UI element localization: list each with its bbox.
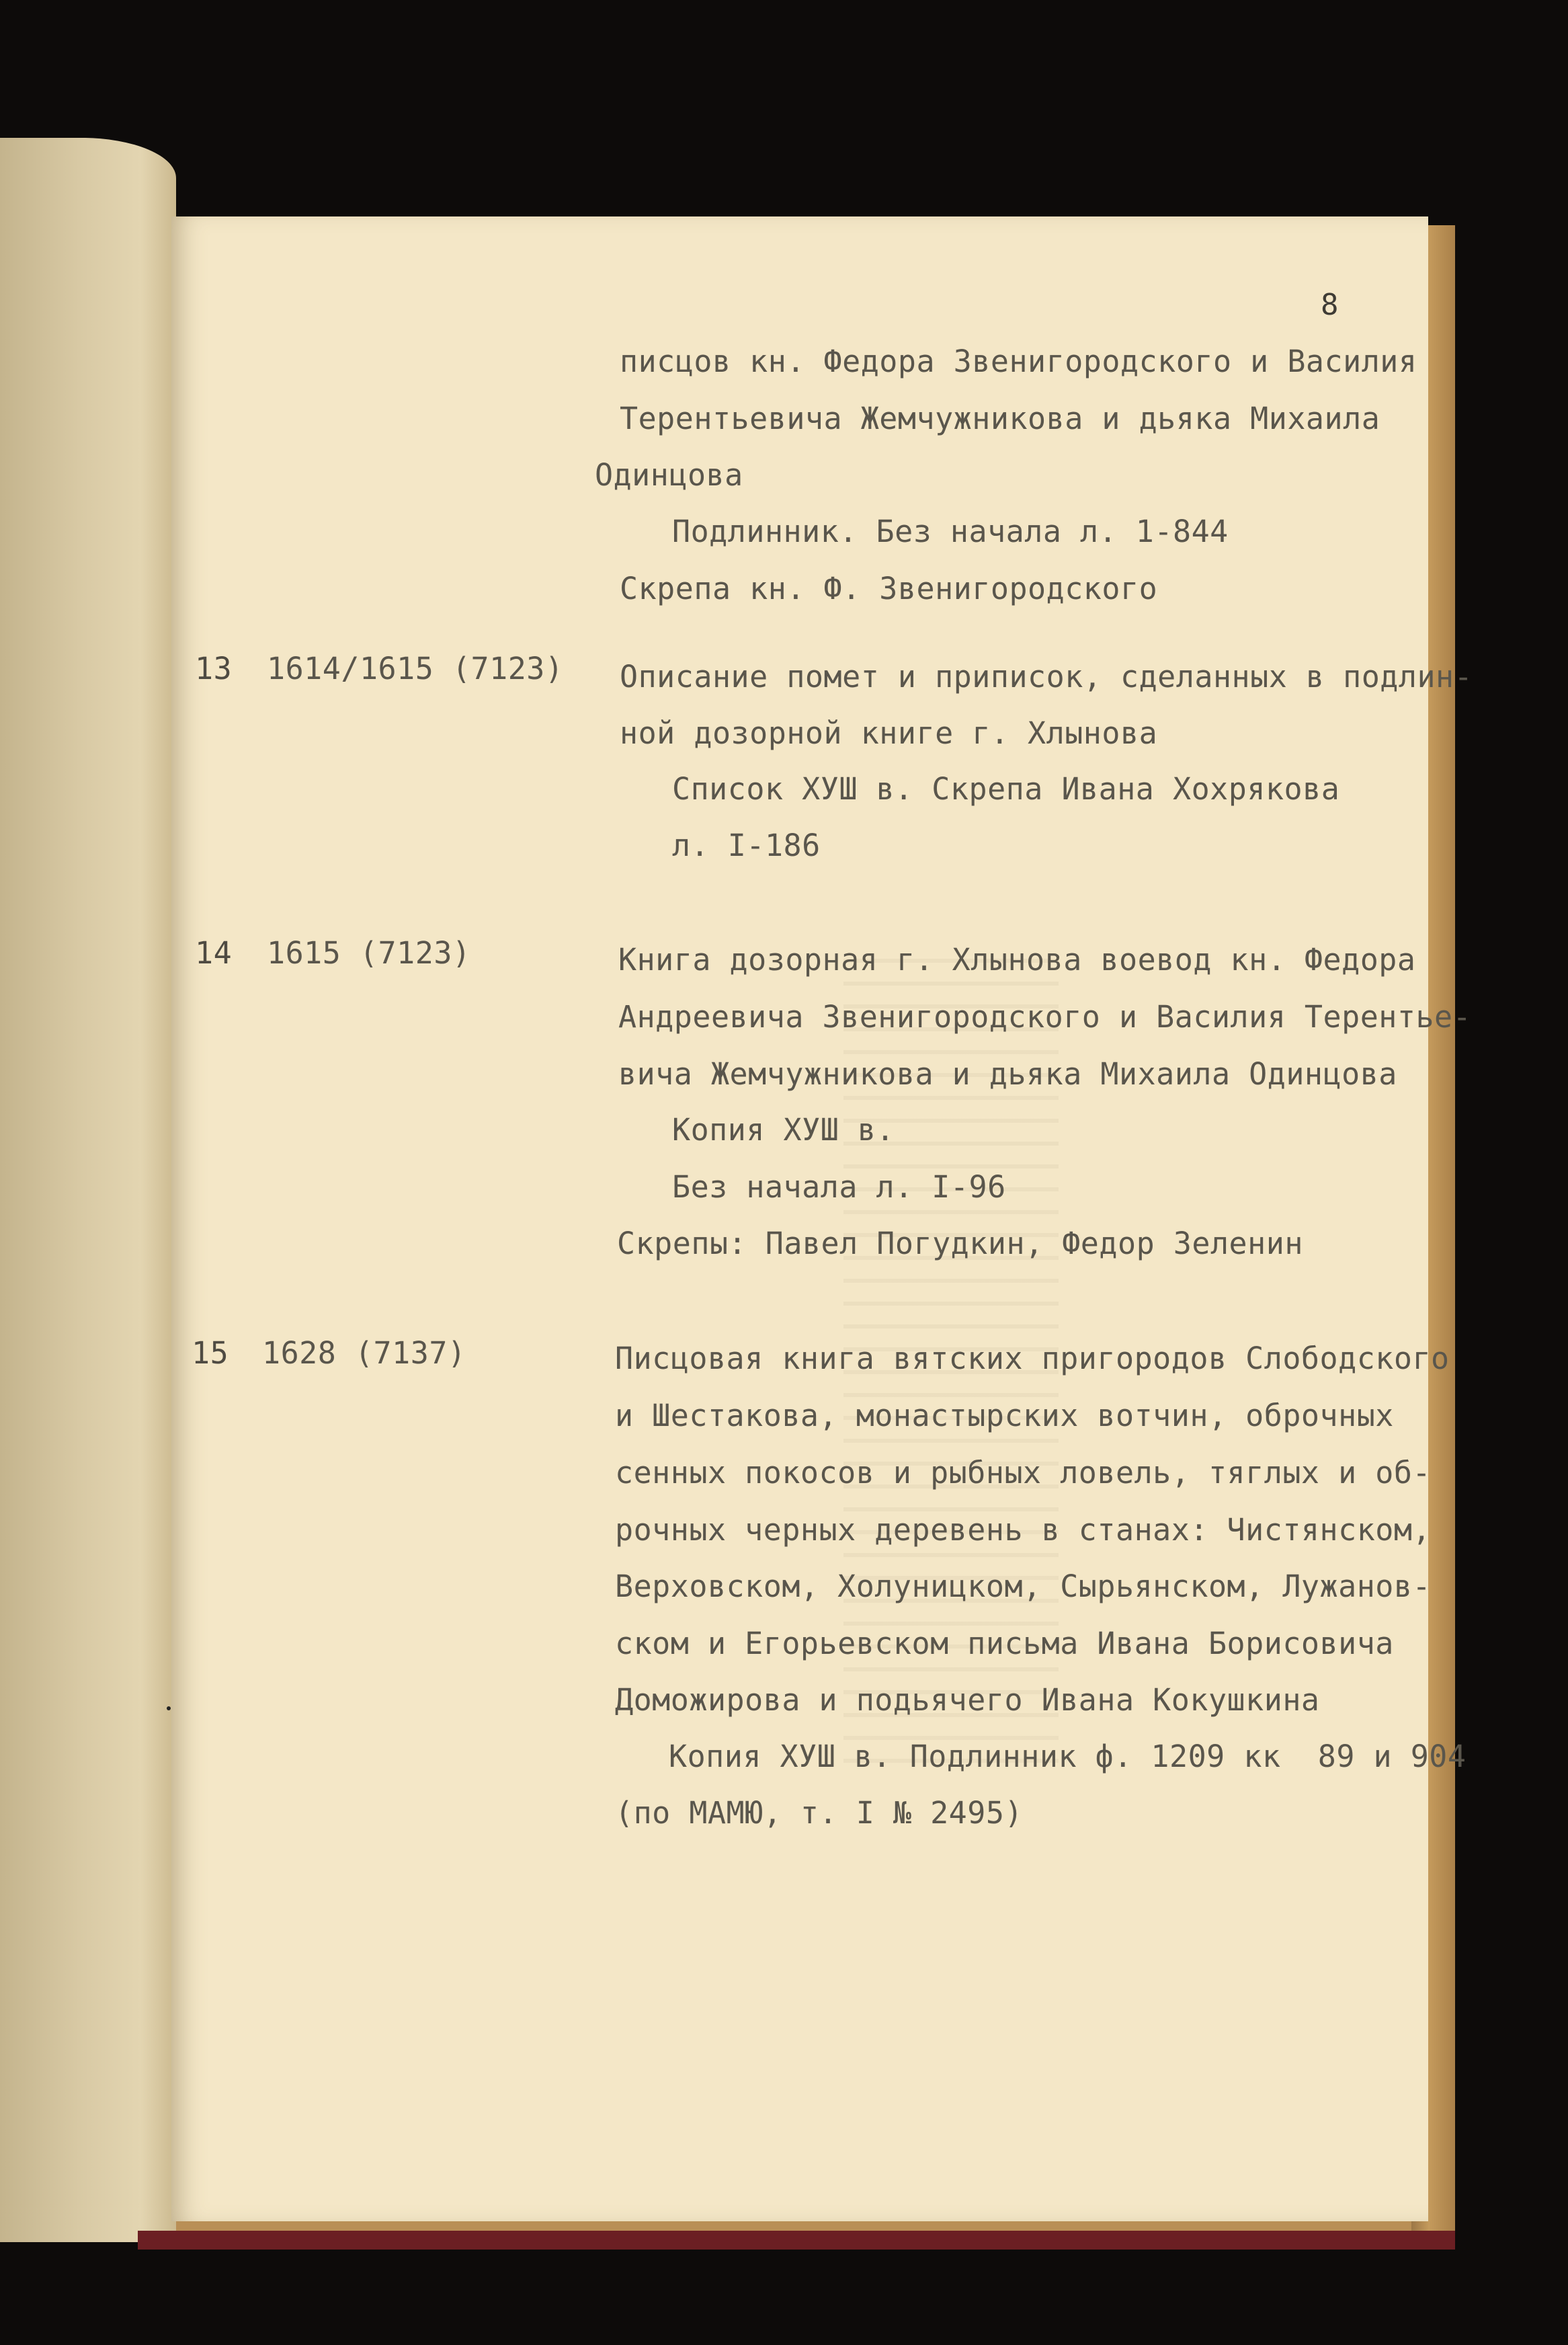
entry-date: 1614/1615 (7123) bbox=[267, 651, 564, 686]
entry-note: Копия ХУШ в. Подлинник ф. 1209 кк 89 и 904 bbox=[669, 1739, 1467, 1774]
entry-note: (по МАМЮ, т. I № 2495) bbox=[615, 1795, 1024, 1831]
entry-number: 14 bbox=[195, 935, 233, 971]
entry-title-line: и Шестакова, монастырских вотчин, оброчных bbox=[615, 1398, 1394, 1433]
entry-note: Список ХУШ в. Скрепа Ивана Хохрякова bbox=[672, 771, 1340, 807]
entry-date: 1615 (7123) bbox=[267, 935, 471, 971]
continuation-note: Подлинник. Без начала л. 1-844 bbox=[672, 514, 1229, 549]
entry-tail: Скрепы: Павел Погудкин, Федор Зеленин bbox=[617, 1226, 1303, 1261]
entry-note: Без начала л. I-96 bbox=[672, 1169, 1006, 1205]
entry-title-line: ском и Егорьевском письма Ивана Борисовича bbox=[615, 1626, 1394, 1661]
entry-number: 13 bbox=[195, 651, 233, 686]
entry-title-line: Писцовая книга вятских пригородов Слободского bbox=[615, 1341, 1450, 1376]
entry-number: 15 bbox=[192, 1335, 229, 1371]
entry-title-line: ной дозорной книге г. Хлынова bbox=[620, 715, 1158, 751]
page-number: 8 bbox=[1321, 288, 1339, 322]
facing-page-edge bbox=[0, 138, 176, 2242]
continuation-note: Скрепа кн. Ф. Звенигородского bbox=[620, 571, 1158, 606]
continuation-line: Одинцова bbox=[595, 457, 743, 493]
entry-title-line: сенных покосов и рыбных ловель, тяглых и об- bbox=[615, 1455, 1432, 1491]
entry-note: л. I-186 bbox=[672, 828, 821, 863]
entry-title-line: Верховском, Холуницком, Сырьянском, Лужанов- bbox=[615, 1568, 1432, 1604]
entry-title-line: Доможирова и подьячего Ивана Кокушкина bbox=[615, 1682, 1320, 1718]
entry-title-line: Описание помет и приписок, сделанных в подлин- bbox=[620, 659, 1473, 694]
entry-title-line: рочных черных деревень в станах: Чистянском, bbox=[615, 1512, 1432, 1548]
entry-title-line: Андреевича Звенигородского и Василия Терентье- bbox=[618, 999, 1472, 1035]
continuation-line: писцов кн. Федора Звенигородского и Василия bbox=[620, 344, 1417, 379]
entry-title-line: вича Жемчужникова и дьяка Михаила Одинцова bbox=[618, 1056, 1397, 1092]
entry-note: Копия ХУШ в. bbox=[672, 1112, 895, 1148]
ink-dot bbox=[167, 1706, 171, 1710]
cover-edge bbox=[138, 2231, 1455, 2250]
entry-date: 1628 (7137) bbox=[262, 1335, 466, 1371]
entry-title-line: Книга дозорная г. Хлынова воевод кн. Федора bbox=[618, 942, 1416, 978]
continuation-line: Терентьевича Жемчужникова и дьяка Михаила bbox=[620, 401, 1380, 436]
